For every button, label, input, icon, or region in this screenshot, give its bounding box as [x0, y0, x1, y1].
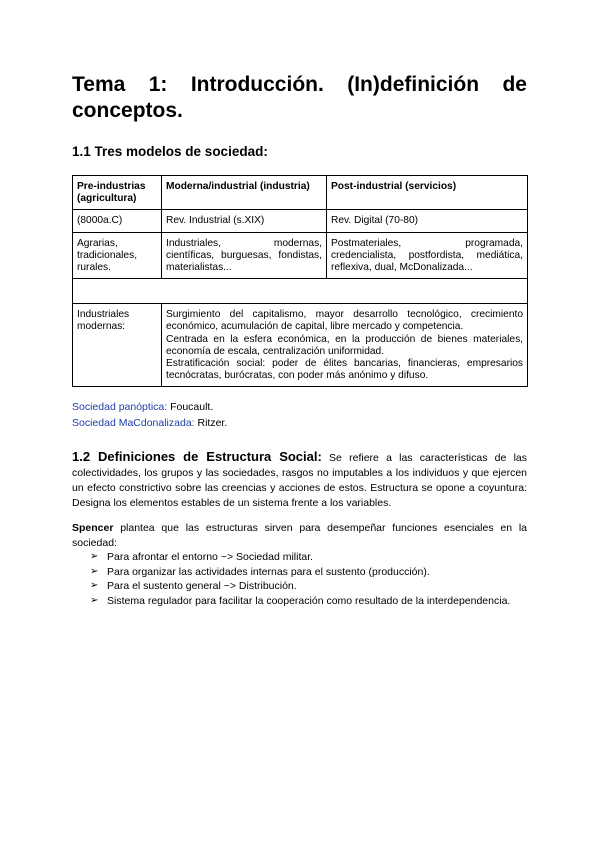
- spencer-paragraph: [72, 521, 527, 550]
- table-cell: (8000a.C): [73, 210, 162, 232]
- description-line: Centrada en la esfera económica, en la producción de bienes materiales, economía de escala, centralización uniformidad.: [166, 333, 523, 357]
- spencer-name: Spencer: [72, 522, 114, 535]
- table-cell: Industriales, modernas, científicas, burguesas, fondistas, materialistas...: [162, 232, 327, 279]
- table-cell: [73, 279, 528, 304]
- list-item: ➢ Para el sustento general ~> Distribución.: [90, 580, 297, 593]
- table-header-cell: Pre-industrias (agricultura): [73, 176, 162, 210]
- arrow-bullet-icon: ➢: [90, 594, 99, 606]
- spencer-text: plantea que las estructuras sirven para desempeñar funciones esenciales en la sociedad:: [72, 522, 527, 549]
- section-2-paragraph: [72, 449, 527, 511]
- document-page: [72, 72, 527, 608]
- spencer-list: [72, 550, 527, 608]
- table-row: [73, 232, 528, 279]
- arrow-bullet-icon: ➢: [90, 565, 99, 577]
- reference-author: Foucault.: [167, 401, 214, 414]
- table-row: [73, 176, 528, 210]
- table-row: [73, 210, 528, 232]
- arrow-bullet-icon: ➢: [90, 551, 99, 563]
- description-line: Estratificación social: poder de élites bancarias, financieras, empresarios tecnócratas, burócratas, con poder más anónimo y difuso.: [166, 358, 523, 382]
- table-cell: Rev. Industrial (s.XIX): [162, 210, 327, 232]
- page-title: [72, 72, 527, 124]
- list-item: ➢ Para organizar las actividades internas para el sustento (producción).: [90, 565, 430, 578]
- section-heading-2: 1.2 Definiciones de Estructura Social:: [72, 449, 322, 465]
- reference-term: Sociedad panóptica:: [72, 401, 168, 414]
- reference-item: [72, 400, 527, 416]
- table-cell-description: [162, 304, 528, 387]
- society-models-table: [72, 175, 528, 387]
- table-cell: Postmateriales, programada, credencialista, postfordista, mediática, reflexiva, dual, McDonalizada...: [327, 232, 528, 279]
- reference-author: Ritzer.: [194, 416, 228, 429]
- references: [72, 400, 527, 431]
- reference-item: [72, 416, 527, 432]
- arrow-bullet-icon: ➢: [90, 580, 99, 592]
- description-line: Surgimiento del capitalismo, mayor desarrollo tecnológico, crecimiento económico, acumulación de capital, libre mercado y competencia.: [166, 309, 523, 333]
- table-header-cell: Moderna/industrial (industria): [162, 176, 327, 210]
- reference-term: Sociedad MaCdonalizada:: [72, 416, 195, 429]
- section-2-text: Se refiere a las características de las colectividades, los grupos y las sociedades, rasgos no imputables a los individuos y que ejercen un efecto constrictivo sobre las creencias y acciones de estos. Estructura se opone a coyuntura: Designa los elementos estables de un sistema frente a los variables.: [72, 452, 527, 510]
- table-header-cell: Post-industrial (servicios): [327, 176, 528, 210]
- list-item: ➢ Para afrontar el entorno ~> Sociedad militar.: [90, 551, 314, 564]
- section-heading-1: 1.1 Tres modelos de sociedad:: [72, 144, 268, 159]
- table-row: [73, 304, 528, 387]
- table-cell: Rev. Digital (70-80): [327, 210, 528, 232]
- title-line-1: Tema 1: Introducción. (In)definición de: [72, 73, 527, 96]
- table-cell: Agrarias, tradicionales, rurales.: [73, 232, 162, 279]
- list-item: ➢ Sistema regulador para facilitar la cooperación como resultado de la interdependencia.: [90, 594, 511, 607]
- title-line-2: conceptos.: [72, 99, 183, 122]
- table-row-empty: [73, 279, 528, 304]
- table-cell: Industriales modernas:: [73, 304, 162, 387]
